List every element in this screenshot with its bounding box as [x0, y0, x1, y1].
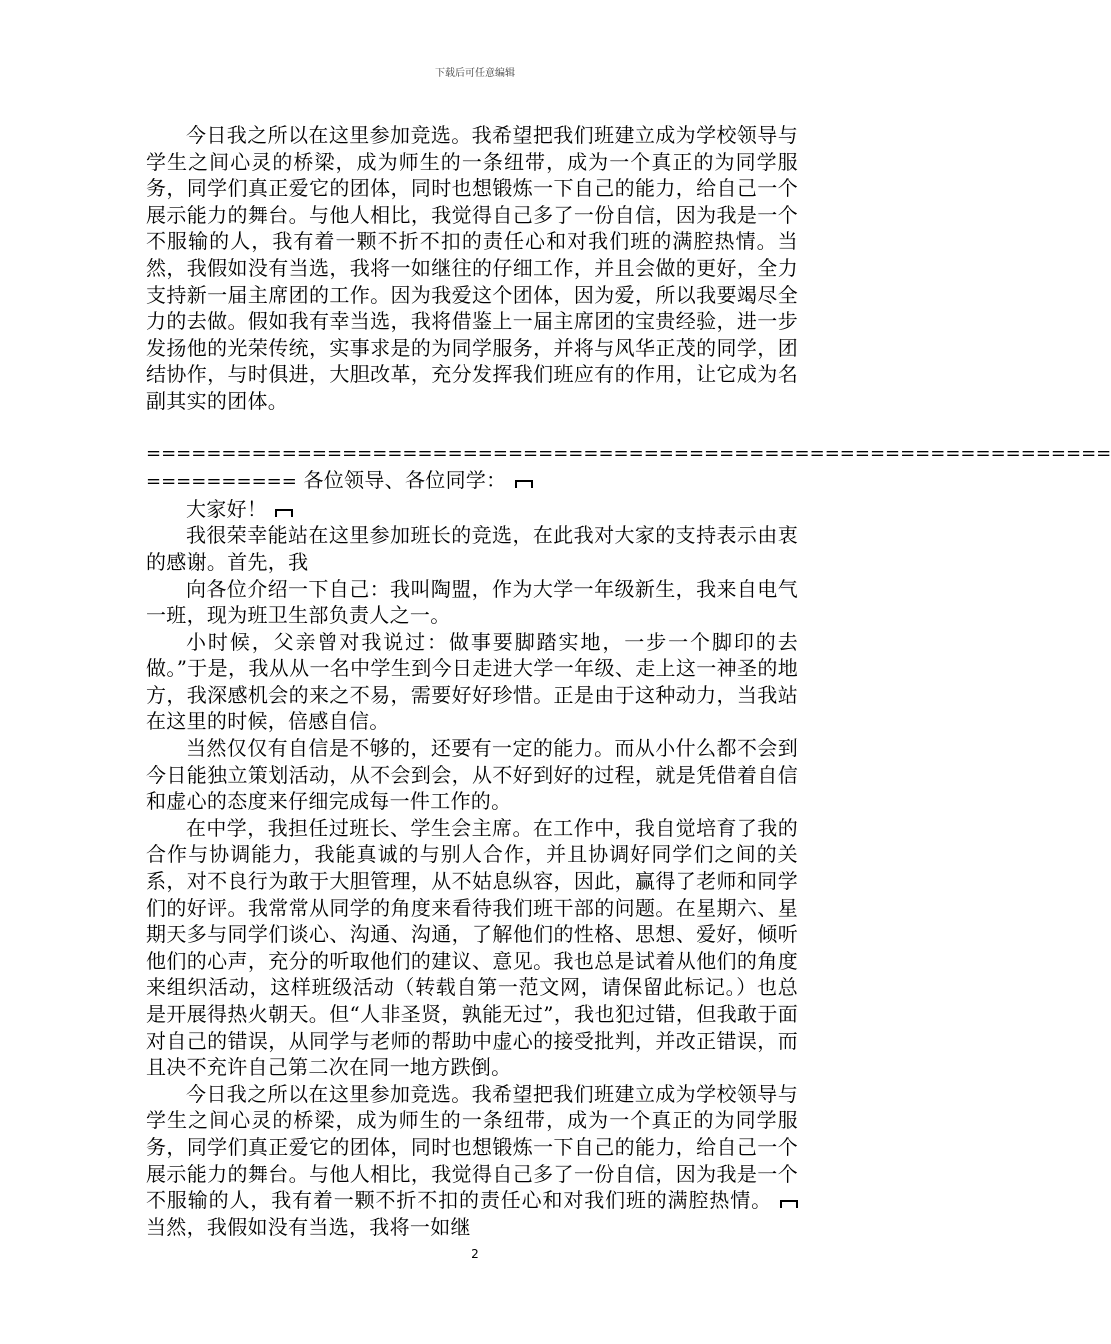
- document-body: [146, 122, 1111, 1240]
- paragraph: 向各位介绍一下自己：我叫陶盟，作为大学一年级新生，我来自电气一班，现为班卫生部负责人之一。: [146, 576, 798, 628]
- separator-line: ================================================================: [146, 442, 1111, 464]
- placeholder-mark-icon: [515, 476, 533, 488]
- paragraph: 在中学，我担任过班长、学生会主席。在工作中，我自觉培育了我的合作与协调能力，我能真诚的与别人合作，并且协调好同学们之间的关系，对不良行为敢于大胆管理，从不姑息纵容，因此，赢得了老师和同学们的好评。我常常从同学的角度来看待我们班干部的问题。在星期六、星期天多与同学们谈心、沟通、沟通，了解他们的性格、思想、爱好，倾听他们的心声，充分的听取他们的建议、意见。我也总是试着从他们的角度来组织活动，这样班级活动（转载自第一范文网，请保留此标记。）也总是开展得热火朝天。但“人非圣贤，孰能无过”，我也犯过错，但我敢于面对自己的错误，从同学与老师的帮助中虚心的接受批判，并改正错误，而且决不充许自己第二次在同一地方跌倒。: [146, 815, 798, 1080]
- page-header: 下载后可任意编辑: [435, 68, 515, 79]
- separator-prefix: ==========: [146, 471, 297, 493]
- placeholder-mark-icon: [780, 1196, 798, 1208]
- paragraph: 小时候，父亲曾对我说过：做事要脚踏实地，一步一个脚印的去做。”于是，我从从一名中学生到今日走进大学一年级、走上这一神圣的地方，我深感机会的来之不易，需要好好珍惜。正是由于这种动力，当我站在这里的时候，倍感自信。: [146, 629, 798, 734]
- greeting-line: [146, 467, 798, 496]
- paragraph: 大家好！: [146, 496, 798, 523]
- paragraph: 我很荣幸能站在这里参加班长的竞选，在此我对大家的支持表示由衷的感谢。首先，我: [146, 523, 798, 574]
- placeholder-mark-icon: [275, 505, 293, 517]
- paragraph: 今日我之所以在这里参加竞选。我希望把我们班建立成为学校领导与学生之间心灵的桥梁，成为师生的一条纽带，成为一个真正的为同学服务，同学们真正爱它的团体，同时也想锻炼一下自己的能力，给自己一个展示能力的舞台。与他人相比，我觉得自己多了一份自信，因为我是一个不服输的人，我有着一颗不折不扣的责任心和对我们班的满腔热情。当然，我假如没有当选，我将一如继: [146, 1081, 798, 1239]
- paragraph: 今日我之所以在这里参加竞选。我希望把我们班建立成为学校领导与学生之间心灵的桥梁，成为师生的一条纽带，成为一个真正的为同学服务，同学们真正爱它的团体，同时也想锻炼一下自己的能力，给自己一个展示能力的舞台。与他人相比，我觉得自己多了一份自信，因为我是一个不服输的人，我有着一颗不折不扣的责任心和对我们班的满腔热情。当然，我假如没有当选，我将一如继往的仔细工作，并且会做的更好，全力支持新一届主席团的工作。因为我爱这个团体，因为爱，所以我要竭尽全力的去做。假如我有幸当选，我将借鉴上一届主席团的宝贵经验，进一步发扬他的光荣传统，实事求是的为同学服务，并将与风华正茂的同学，团结协作，与时俱进，大胆改革，充分发挥我们班应有的作用，让它成为名副其实的团体。: [146, 123, 798, 413]
- salutation: 各位领导、各位同学：: [296, 468, 507, 493]
- spacer: [146, 415, 798, 441]
- page-number: 2: [471, 1247, 479, 1261]
- paragraph: 当然仅仅有自信是不够的，还要有一定的能力。而从小什么都不会到今日能独立策划活动，从不会到会，从不好到好的过程，就是凭借着自信和虚心的态度来仔细完成每一件工作的。: [146, 736, 798, 814]
